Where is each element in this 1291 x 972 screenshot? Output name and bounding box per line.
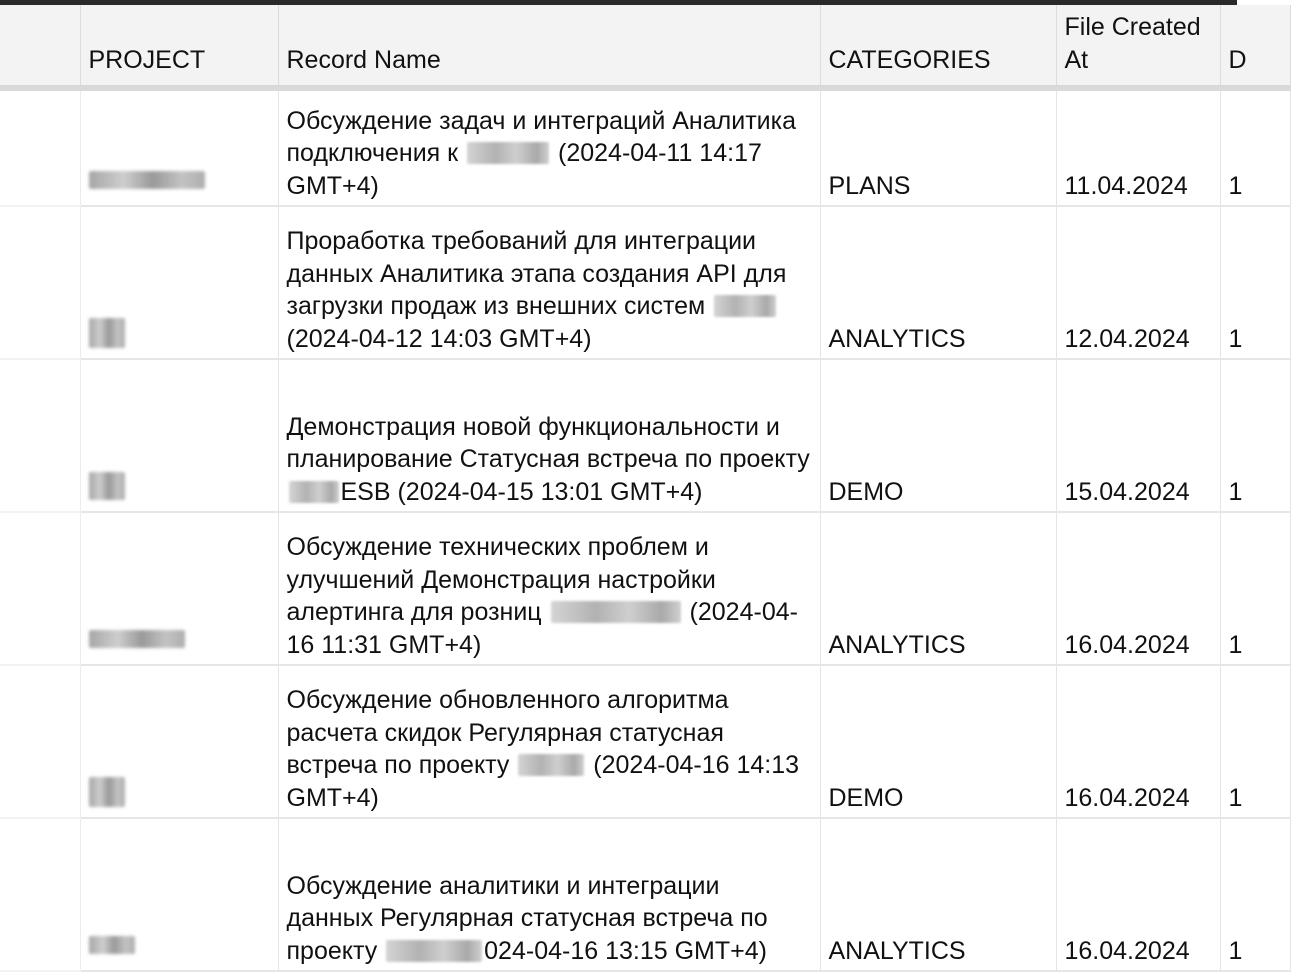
redacted-text bbox=[714, 295, 776, 317]
redacted-project bbox=[89, 171, 205, 189]
category-cell[interactable]: PLANS bbox=[820, 88, 1056, 206]
row-selector[interactable] bbox=[0, 206, 80, 359]
category-cell[interactable]: ANALYTICS bbox=[820, 818, 1056, 971]
row-selector-header[interactable] bbox=[0, 5, 80, 88]
record-name-text: Проработка требований для интеграции данных Аналитика этапа создания API для загрузки продаж из внешних систем bbox=[286, 227, 787, 320]
record-name-cell[interactable] bbox=[278, 818, 820, 971]
category-cell[interactable]: DEMO bbox=[820, 665, 1056, 818]
date-cell[interactable]: 16.04.2024 bbox=[1056, 512, 1220, 665]
record-name-cell[interactable] bbox=[278, 88, 820, 206]
row-selector[interactable] bbox=[0, 512, 80, 665]
row-selector[interactable] bbox=[0, 665, 80, 818]
table-row[interactable] bbox=[0, 818, 1290, 971]
next-cell[interactable]: 1 bbox=[1220, 665, 1290, 818]
row-selector[interactable] bbox=[0, 818, 80, 971]
record-name-time: 024-04-16 13:15 GMT+4) bbox=[484, 936, 767, 965]
row-selector[interactable] bbox=[0, 88, 80, 206]
table-row[interactable] bbox=[0, 359, 1290, 512]
category-cell[interactable]: ANALYTICS bbox=[820, 206, 1056, 359]
record-name-time: (2024-04-12 14:03 GMT+4) bbox=[286, 324, 592, 353]
column-header-project[interactable]: PROJECT bbox=[80, 5, 278, 88]
date-cell[interactable]: 15.04.2024 bbox=[1056, 359, 1220, 512]
column-header-next[interactable]: D bbox=[1220, 5, 1290, 88]
category-cell[interactable]: ANALYTICS bbox=[820, 512, 1056, 665]
table-row[interactable] bbox=[0, 665, 1290, 818]
project-cell[interactable] bbox=[80, 818, 278, 971]
records-table bbox=[0, 5, 1291, 972]
record-name-cell[interactable] bbox=[278, 359, 820, 512]
column-header-categories[interactable]: CATEGORIES bbox=[820, 5, 1056, 88]
record-name-time: (2024-04-16 14:13 GMT+4) bbox=[286, 751, 800, 812]
redacted-project bbox=[89, 936, 135, 954]
column-header-record-name[interactable]: Record Name bbox=[278, 5, 820, 88]
record-name-text: Демонстрация новой функциональности и планирование Статусная встреча по проекту bbox=[286, 412, 810, 473]
table-row[interactable] bbox=[0, 512, 1290, 665]
table-row[interactable] bbox=[0, 206, 1290, 359]
record-name-time: ESB (2024-04-15 13:01 GMT+4) bbox=[340, 477, 703, 506]
project-cell[interactable] bbox=[80, 359, 278, 512]
header-row bbox=[0, 5, 1290, 88]
record-name-text: Обсуждение задач и интеграций Аналитика подключения к bbox=[286, 106, 796, 167]
project-cell[interactable] bbox=[80, 665, 278, 818]
next-cell[interactable]: 1 bbox=[1220, 818, 1290, 971]
date-cell[interactable]: 16.04.2024 bbox=[1056, 665, 1220, 818]
redacted-text bbox=[518, 754, 584, 776]
record-name-time: (2024-04-11 14:17 GMT+4) bbox=[286, 139, 762, 200]
redacted-text bbox=[289, 481, 339, 503]
record-name-text: Обсуждение аналитики и интеграции данных Регулярная статусная встреча по проекту bbox=[286, 871, 768, 965]
next-cell[interactable]: 1 bbox=[1220, 359, 1290, 512]
record-name-text: Обсуждение обновленного алгоритма расчета скидок Регулярная статусная встреча по проекту bbox=[286, 686, 729, 779]
project-cell[interactable] bbox=[80, 206, 278, 359]
table-row[interactable] bbox=[0, 88, 1290, 206]
redacted-text bbox=[467, 142, 549, 164]
record-name-time: (2024-04-16 11:31 GMT+4) bbox=[286, 598, 798, 659]
date-cell[interactable]: 16.04.2024 bbox=[1056, 818, 1220, 971]
record-name-cell[interactable] bbox=[278, 206, 820, 359]
record-name-cell[interactable] bbox=[278, 512, 820, 665]
category-cell[interactable]: DEMO bbox=[820, 359, 1056, 512]
redacted-project bbox=[89, 472, 125, 500]
redacted-project bbox=[89, 630, 185, 648]
date-cell[interactable]: 12.04.2024 bbox=[1056, 206, 1220, 359]
row-selector[interactable] bbox=[0, 359, 80, 512]
redacted-project bbox=[89, 318, 125, 348]
project-cell[interactable] bbox=[80, 88, 278, 206]
redacted-project bbox=[89, 777, 125, 807]
project-cell[interactable] bbox=[80, 512, 278, 665]
next-cell[interactable]: 1 bbox=[1220, 512, 1290, 665]
column-header-file-created-at[interactable]: File Created At bbox=[1056, 5, 1220, 88]
records-grid bbox=[0, 5, 1247, 965]
next-cell[interactable]: 1 bbox=[1220, 206, 1290, 359]
record-name-cell[interactable] bbox=[278, 665, 820, 818]
next-cell[interactable]: 1 bbox=[1220, 88, 1290, 206]
record-name-text: Обсуждение технических проблем и улучшений Демонстрация настройки алертинга для розниц bbox=[286, 533, 716, 626]
redacted-text bbox=[386, 940, 482, 962]
date-cell[interactable]: 11.04.2024 bbox=[1056, 88, 1220, 206]
redacted-text bbox=[551, 601, 681, 623]
